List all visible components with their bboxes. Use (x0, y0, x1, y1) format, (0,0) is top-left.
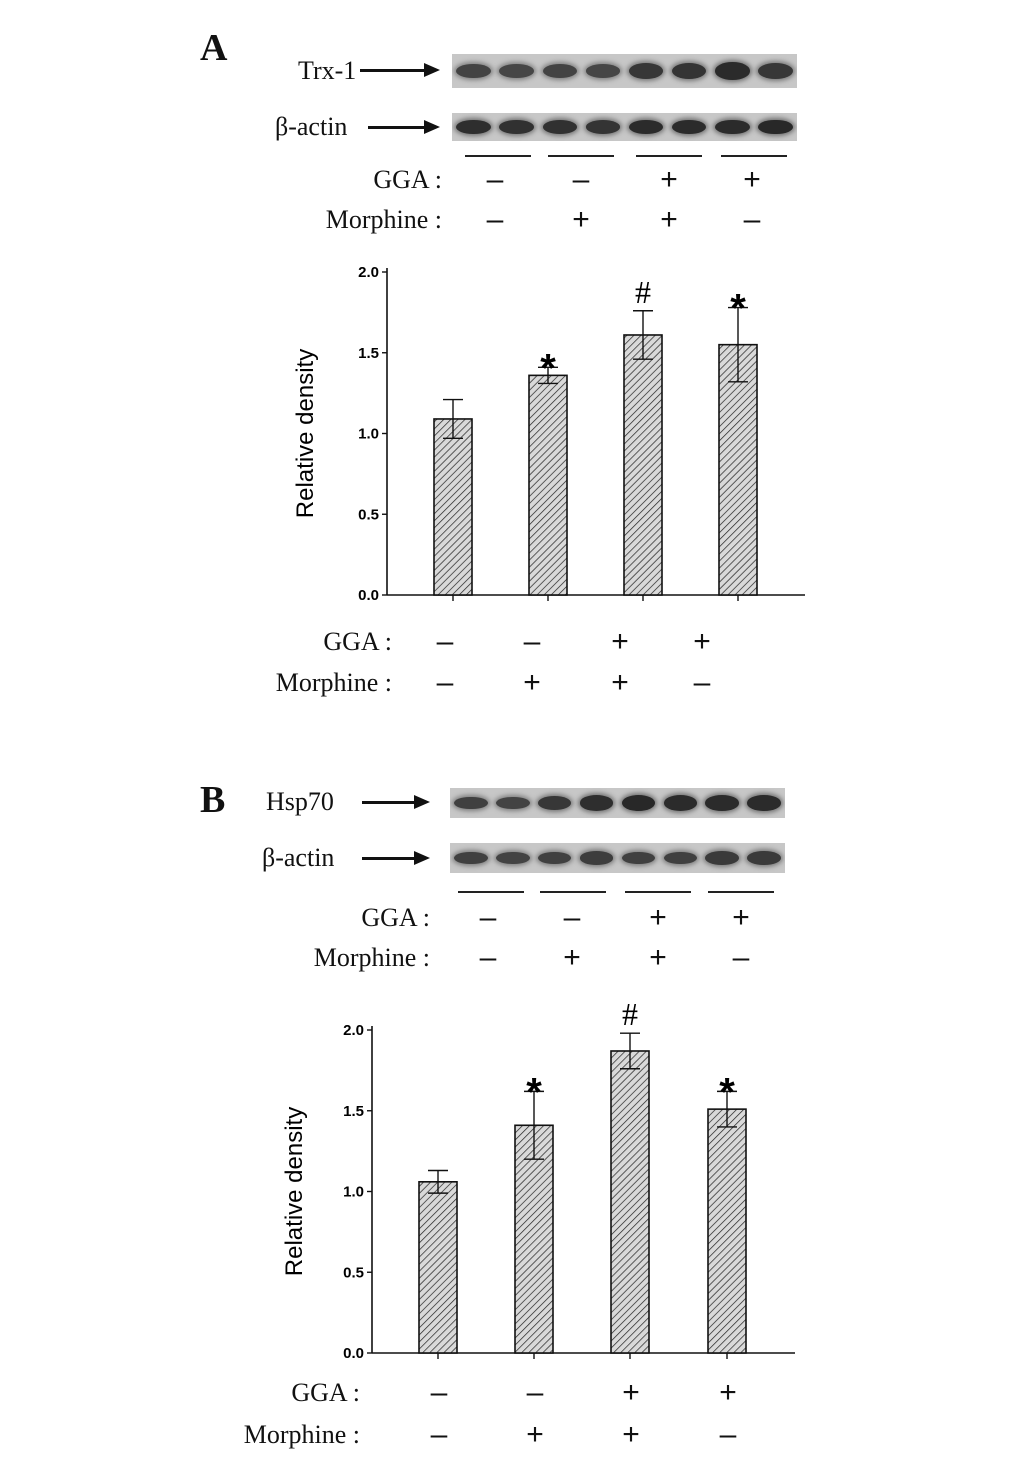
chart-condition-sign: + (622, 1418, 640, 1451)
significance-marker: * (526, 1070, 542, 1115)
condition-sign: – (743, 203, 761, 236)
y-tick-label: 0.0 (343, 1345, 364, 1362)
chart-condition-sign: – (719, 1418, 737, 1451)
condition-sign: + (732, 901, 750, 934)
chart-condition-label-gga: GGA : (291, 1378, 360, 1407)
condition-sign: + (649, 941, 667, 974)
y-tick-label: 0.0 (358, 587, 379, 604)
significance-marker: * (540, 346, 556, 391)
blot-label-actin: β-actin (262, 843, 335, 872)
y-tick-label: 2.0 (358, 264, 379, 281)
y-axis-label: Relative density (292, 348, 319, 519)
condition-sign: + (660, 163, 678, 196)
y-tick-label: 2.0 (343, 1022, 364, 1039)
condition-label-morphine: Morphine : (313, 943, 430, 972)
y-tick-label: 0.5 (358, 506, 379, 524)
chart-condition-sign: + (611, 625, 629, 658)
chart-condition-sign: – (523, 625, 541, 658)
significance-marker: # (622, 996, 638, 1033)
blot-label-trx1: Trx-1 (298, 56, 357, 85)
bar (611, 1051, 649, 1353)
chart-condition-sign: – (436, 625, 454, 658)
condition-sign: + (572, 203, 590, 236)
blot-label-actin: β-actin (275, 112, 348, 141)
condition-sign: – (486, 203, 504, 236)
y-tick-label: 1.5 (343, 1102, 364, 1120)
bar (708, 1109, 746, 1353)
panel-label-a: A (200, 27, 228, 69)
chart-condition-sign: – (430, 1376, 448, 1409)
condition-sign: – (479, 941, 497, 974)
condition-sign: + (649, 901, 667, 934)
significance-marker: * (730, 286, 746, 331)
condition-sign: + (660, 203, 678, 236)
chart-condition-sign: + (622, 1376, 640, 1409)
condition-sign: – (479, 901, 497, 934)
condition-sign: – (563, 901, 581, 934)
chart-condition-label-morphine: Morphine : (275, 668, 392, 697)
blot-label-hsp70: Hsp70 (266, 787, 334, 816)
chart-condition-sign: – (436, 666, 454, 699)
condition-sign: + (563, 941, 581, 974)
chart-condition-sign: + (719, 1376, 737, 1409)
condition-sign: – (486, 163, 504, 196)
condition-sign: + (743, 163, 761, 196)
condition-sign: – (732, 941, 750, 974)
chart-condition-sign: + (611, 666, 629, 699)
condition-label-gga: GGA : (373, 165, 442, 194)
chart-condition-label-morphine: Morphine : (243, 1420, 360, 1449)
chart-condition-sign: + (693, 625, 711, 658)
chart-condition-sign: – (526, 1376, 544, 1409)
condition-sign: – (572, 163, 590, 196)
chart-condition-sign: + (523, 666, 541, 699)
chart-condition-sign: – (430, 1418, 448, 1451)
y-tick-label: 1.5 (358, 344, 379, 362)
condition-label-morphine: Morphine : (325, 205, 442, 234)
significance-marker: * (719, 1070, 735, 1115)
chart-condition-sign: + (526, 1418, 544, 1451)
y-axis-label: Relative density (281, 1106, 308, 1277)
significance-marker: # (635, 273, 651, 310)
condition-label-gga: GGA : (361, 903, 430, 932)
bar (419, 1182, 457, 1353)
y-tick-label: 1.0 (358, 425, 379, 443)
chart-condition-label-gga: GGA : (323, 627, 392, 656)
panel-label-b: B (200, 779, 226, 821)
y-tick-label: 1.0 (343, 1183, 364, 1201)
y-tick-label: 0.5 (343, 1264, 364, 1282)
chart-condition-sign: – (693, 666, 711, 699)
